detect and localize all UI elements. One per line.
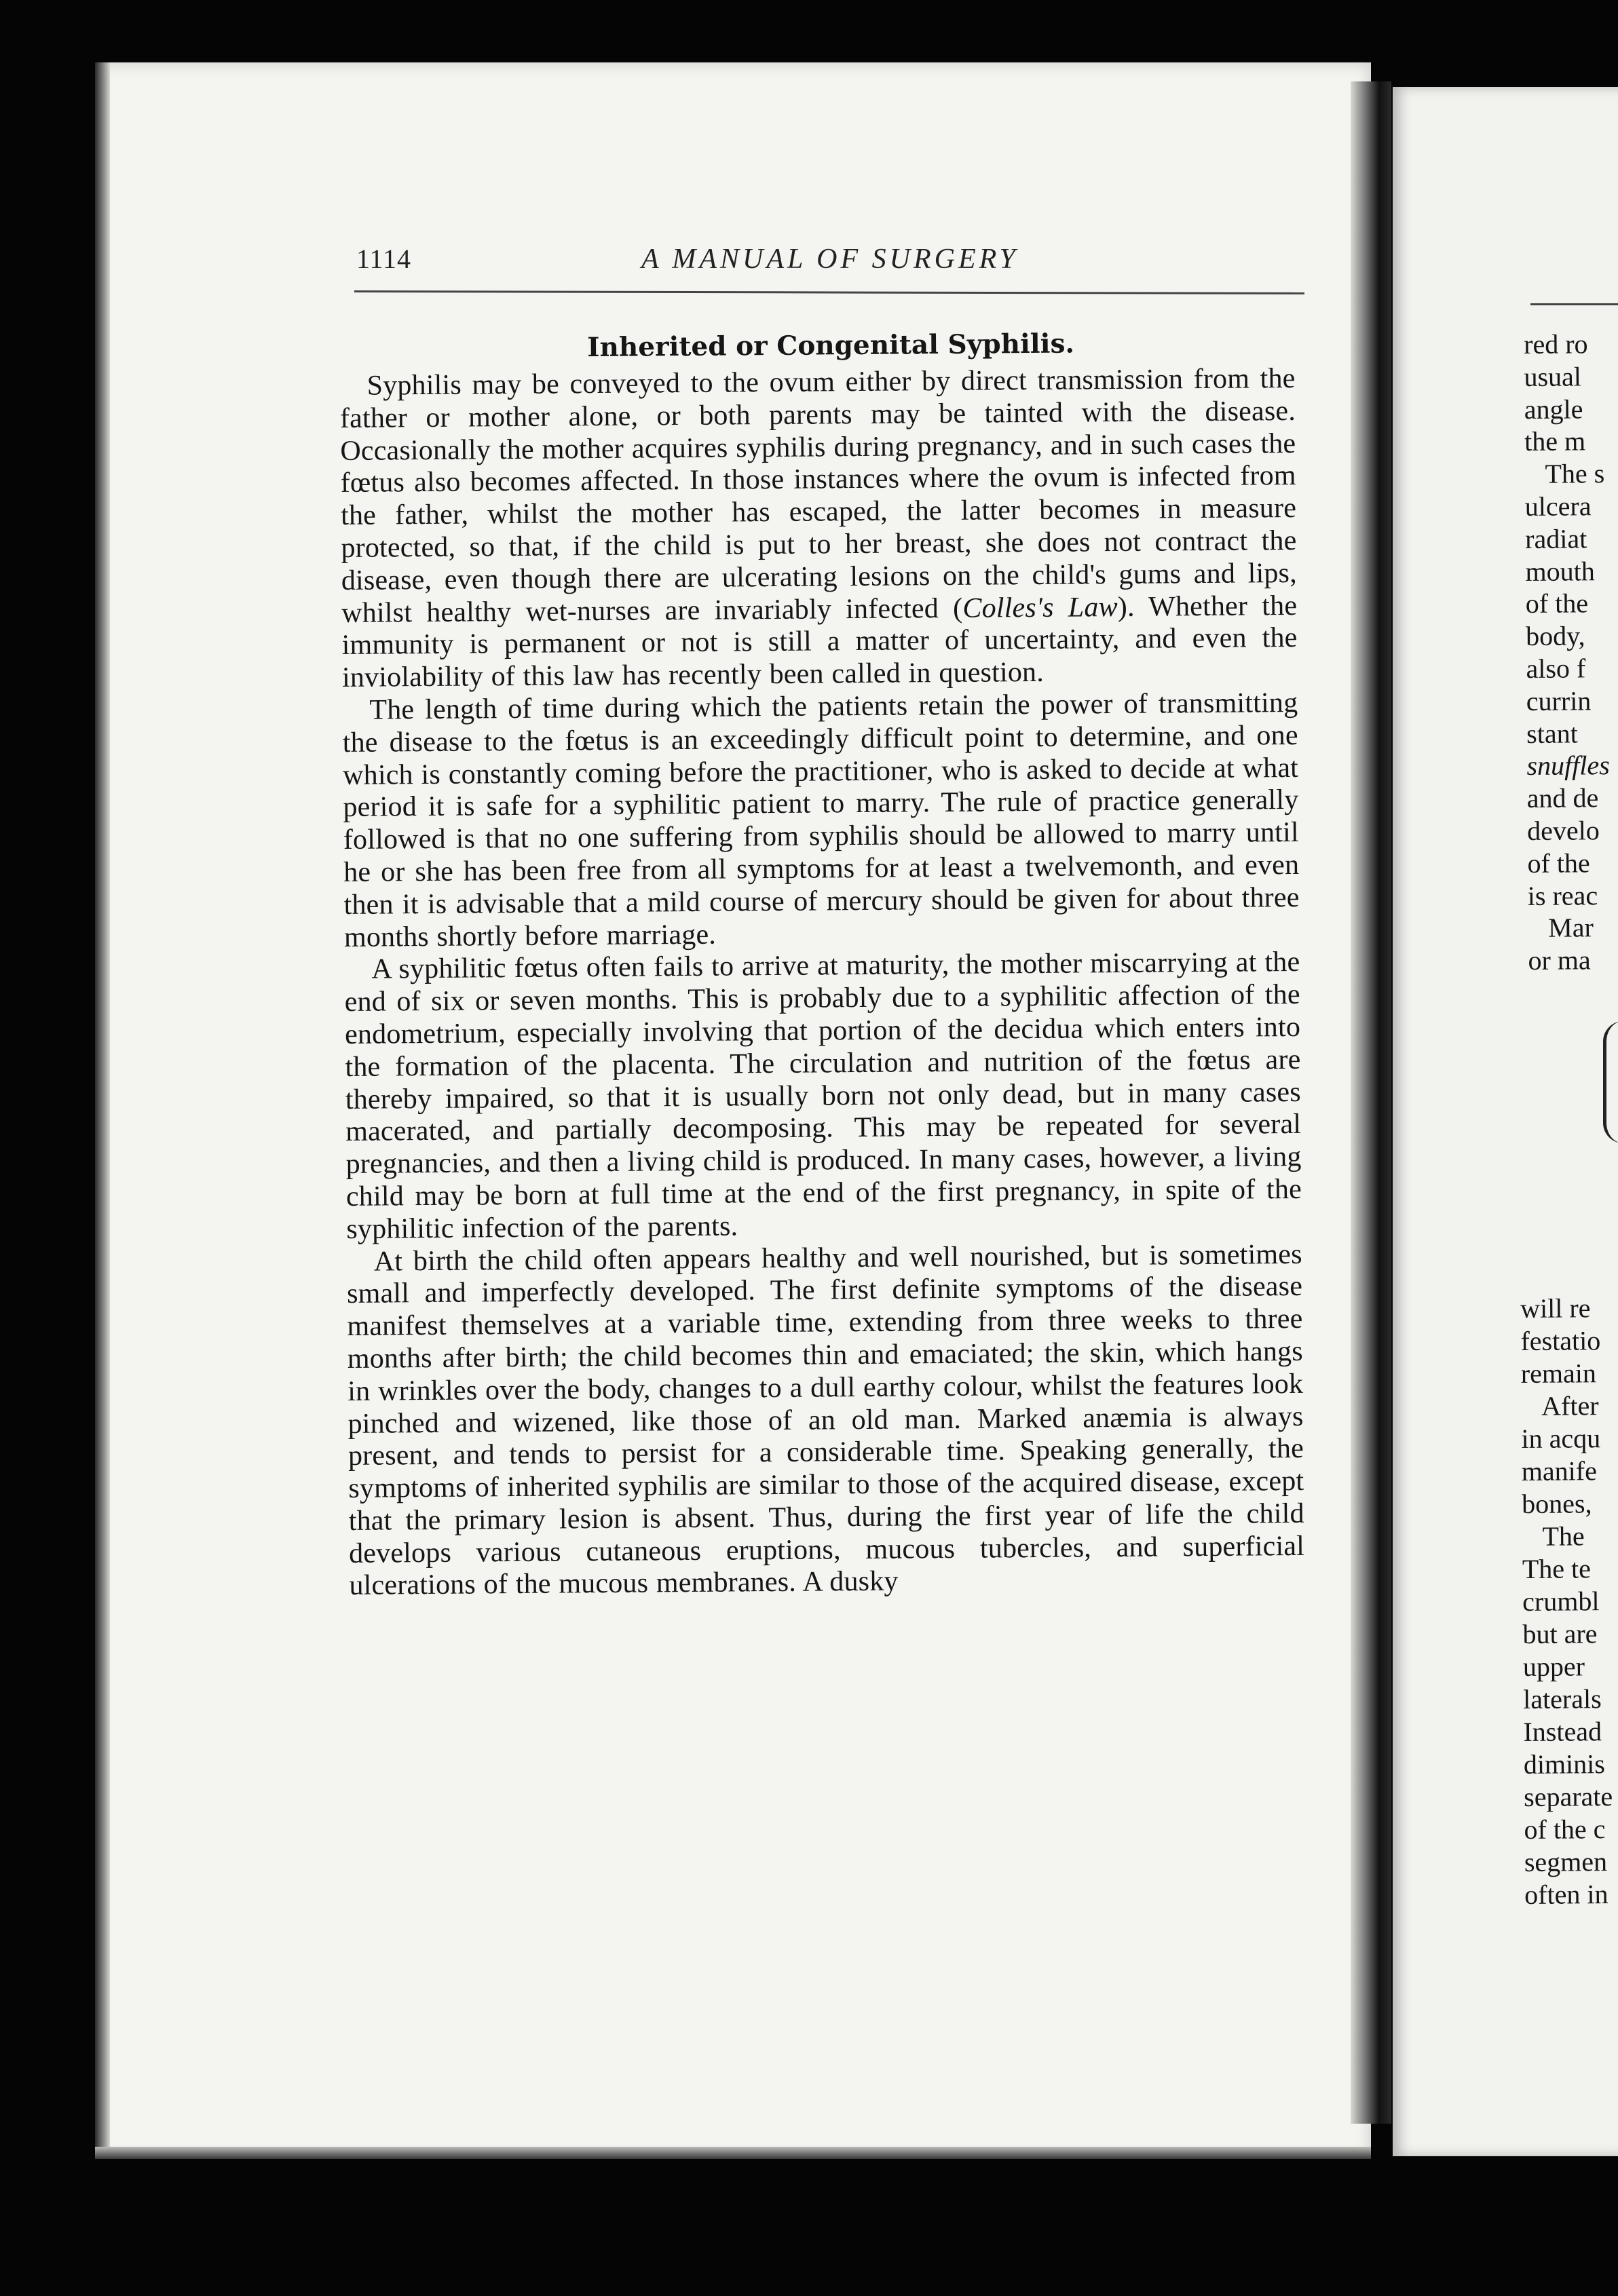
text-fragment: The [1542,1520,1585,1552]
paragraph-text: ). Whether the immunity is permanent or not is still a matter of uncertainty, and even the inviolability of this law has recently been called in question. [341,590,1298,694]
paragraph-colles-law [339,363,1298,695]
text-fragment: The te [1522,1553,1592,1584]
running-title: A MANUAL OF SURGERY [641,244,1019,275]
text-fragment: snuffles [1526,750,1610,782]
text-fragment: bones, [1522,1488,1592,1519]
paragraph-foetus-maturity: A syphilitic fœtus often fails to arrive at maturity, the mother miscarrying at the end of six or seven months. This is probably due to a syphilitic affection of the endometrium, especially involving that portion of the decidua which enters into the formation of the placenta. The circulation and nutrition of the fœtus are thereby impaired, so that it is usually born not only dead, but in many cases macerated, and partially decomposing. This may be repeated for several pregnancies, and then a living child is produced. In many cases, however, a living child may be born at full time at the end of the first pregnancy, in spite of the syphilitic infection of the parents. [344,946,1302,1245]
page-number: 1114 [356,244,412,274]
text-fragment: currin [1526,685,1592,716]
text-fragment: angle [1524,393,1583,425]
paragraph-transmission-period: The length of time during which the patients retain the power of transmitting the disease to the fœtus is an exceedingly difficult point to determine, and one which is constantly coming before the practitioner, who is asked to decide at what period it is safe for a syphilitic patient to marry. The rule of practice generally followed is that no one suffering from syphilis should be allowed to marry until he or she has been free from all symptoms for at least a twelvemonth, and even then it is advisable that a mild course of mercury should be given for about three months shortly before marriage. [342,687,1300,953]
paragraph-text: Syphilis may be conveyed to the ovum either by direct transmission from the father or mother alone, or both parents may be tainted with the disease. Occasionally the mother acquires syphilis during pregnancy, and in such cases the fœtus also becomes affected. In those instances where the ovum is infected from the father, whilst the mother has escaped, the latter becomes in measure protected, so that, if the child is put to her breast, she does not contract the disease, even though there are ulcerating lesions on the child's gums and lips, whilst healthy wet-nurses are invariably infected ( [339,362,1297,629]
text-fragment: often in [1524,1879,1608,1910]
running-head [356,243,1306,284]
text-fragment: body, [1526,620,1585,652]
partial-figure [1603,1021,1618,1143]
text-fragment: of the [1527,847,1590,879]
text-fragment: Instead [1523,1716,1602,1747]
text-fragment: Mar [1548,912,1594,944]
text-fragment: in acqu [1521,1423,1601,1454]
section-heading: Inherited or Congenital Syphilis. [587,328,1075,364]
text-fragment: radiat [1525,523,1587,554]
book-gutter [1351,81,1391,2124]
text-fragment: upper [1522,1651,1585,1682]
text-fragment: festatio [1520,1325,1601,1356]
text-fragment: stant [1526,718,1578,749]
text-fragment: ulcera [1524,491,1592,522]
italic-term: Colles's Law [962,591,1118,624]
text-fragment: manife [1521,1455,1598,1487]
text-fragment: laterals [1523,1683,1602,1715]
text-fragment: remain [1520,1358,1597,1389]
text-fragment: of the [1525,588,1589,619]
paragraph-birth-symptoms: At birth the child often appears healthy and well nourished, but is sometimes small and imperfectly developed. The first definite symptoms of the disease manifest themselves at a variable time, extending from three weeks to three months after birth; the child becomes thin and emaciated; the skin, which hangs in wrinkles over the body, changes to a dull earthy colour, whilst the features look pinched and wizened, like those of an old man. Marked anæmia is always present, and tends to persist for a considerable time. Speaking generally, the symptoms of inherited syphilis are similar to those of the acquired disease, except that the primary lesion is absent. Thus, during the first year of life the child develops various cutaneous eruptions, mucous tubercles, and superficial ulcerations of the mucous membranes. A dusky [346,1238,1305,1602]
main-text-block [339,326,1305,1603]
text-fragment: usual [1524,361,1582,392]
right-page-text-bottom [1520,1292,1618,1911]
text-fragment: crumbl [1522,1586,1600,1617]
text-fragment: mouth [1525,555,1595,587]
text-fragment: After [1541,1390,1599,1421]
text-fragment: also f [1526,653,1586,684]
text-fragment: and de [1526,782,1599,814]
right-page-header-rule [1530,303,1618,305]
text-fragment: of the c [1524,1814,1606,1845]
text-fragment: is reac [1527,879,1598,911]
text-fragment: separate [1524,1781,1613,1812]
text-fragment: will re [1520,1293,1591,1324]
text-fragment: The s [1545,458,1605,489]
text-fragment: diminis [1523,1748,1606,1780]
text-fragment: or ma [1528,944,1591,976]
right-page-text-top [1524,328,1618,977]
page-edge-bottom [95,2147,1371,2159]
text-fragment: develo [1527,815,1600,846]
text-fragment: but are [1522,1618,1598,1649]
text-fragment: the m [1524,425,1586,457]
text-fragment: segmen [1524,1846,1608,1877]
text-fragment: red ro [1524,328,1588,360]
page-edge-left [95,62,110,2159]
